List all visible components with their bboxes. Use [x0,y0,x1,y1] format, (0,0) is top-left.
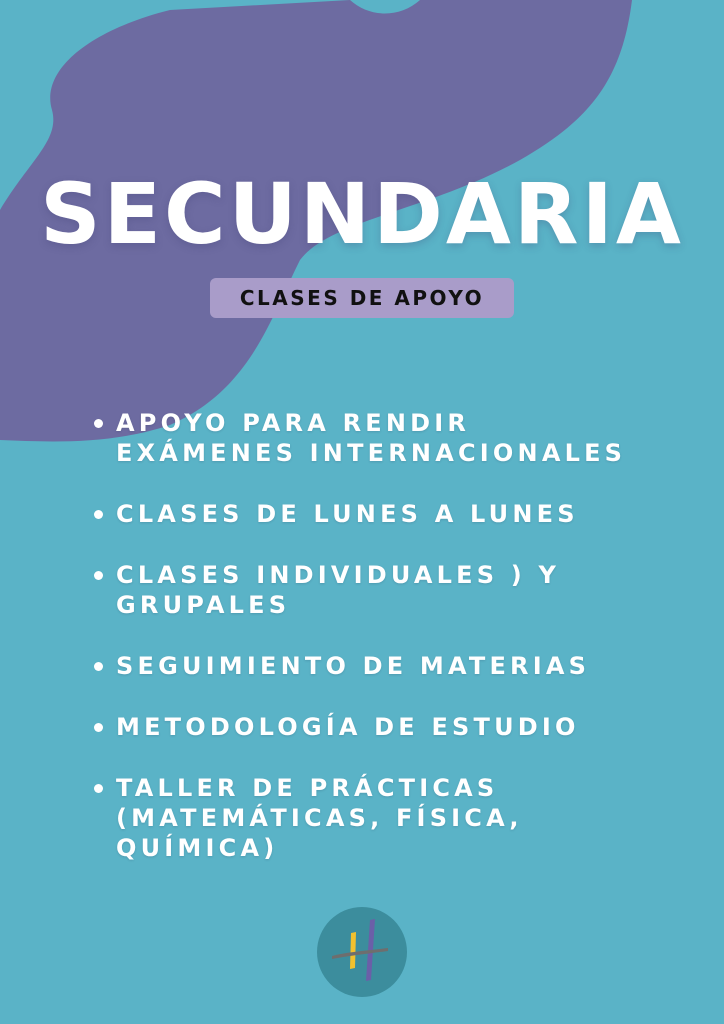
list-item [92,560,692,620]
bullet-icon [94,662,103,671]
list-item [92,408,692,468]
list-item [92,651,692,681]
page-title: SECUNDARIA [40,165,684,263]
bullet-icon [94,571,103,580]
list-item-text: METODOLOGÍA DE ESTUDIO [116,713,580,741]
list-item-text: CLASES DE LUNES A LUNES [116,500,579,528]
list-item-text: CLASES INDIVIDUALES ) Y GRUPALES [116,561,561,619]
logo-yellow-stroke [350,932,356,969]
list-item [92,712,692,742]
list-item-text: TALLER DE PRÁCTICAS (MATEMÁTICAS, FÍSICA, QUÍMICA) [116,774,523,862]
list-item-text: APOYO PARA RENDIR EXÁMENES INTERNACIONALES [116,409,627,467]
subtitle-badge [210,278,514,318]
subtitle-label: CLASES DE APOYO [239,286,485,310]
bullet-icon [94,784,103,793]
bullet-icon [94,419,103,428]
list-item [92,499,692,529]
brand-logo-icon [316,906,408,998]
bullet-icon [94,723,103,732]
features-list [92,408,692,894]
list-item-text: SEGUIMIENTO DE MATERIAS [116,652,591,680]
bullet-icon [94,510,103,519]
list-item [92,773,692,863]
